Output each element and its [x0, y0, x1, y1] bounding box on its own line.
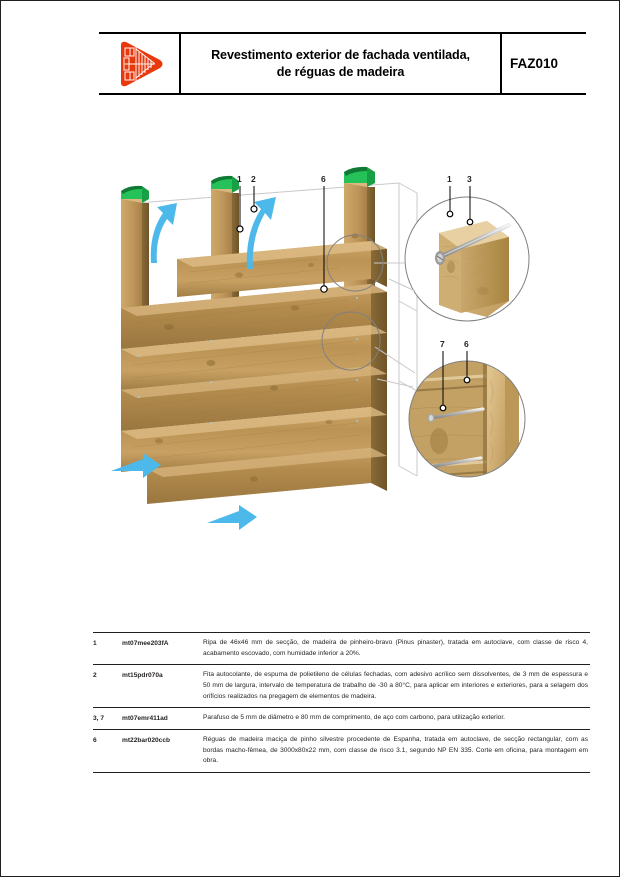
title-cell: [179, 34, 500, 93]
row-number: 1: [93, 639, 97, 647]
row-description: Ripa de 46x46 mm de secção, de madeira de pinheiro-bravo (Pinus pinaster), tratada em autoclave, com classe de risco 4, acabamento escovado, com humidade inferior a 20%.: [203, 639, 588, 657]
row-code: mt22bar020ccb: [122, 736, 171, 744]
callout-label-7: 7: [440, 339, 445, 349]
logo-cell: [99, 34, 179, 93]
callout-2-tape: [251, 174, 257, 212]
table-row: [93, 729, 590, 773]
row-code: mt07emr411ad: [122, 714, 168, 722]
row-description: Parafuso de 5 mm de diâmetro e 80 mm de comprimento, de aço com carbono, para utilização exterior.: [203, 714, 505, 722]
code-cell: [500, 34, 586, 93]
page-title: [211, 47, 470, 81]
page-title-line-1: Revestimento exterior de fachada ventilada,: [211, 47, 470, 62]
table-row: [93, 707, 590, 729]
callout-label-6b: 6: [464, 339, 469, 349]
row-number: 2: [93, 671, 97, 679]
callout-label-6a: 6: [321, 174, 326, 184]
callout-label-2: 2: [251, 174, 256, 184]
cype-logo-icon: [111, 39, 167, 89]
illustration-svg: [99, 141, 586, 606]
page-title-line-2: de réguas de madeira: [276, 64, 405, 79]
airflow-arrow-inlet-2: [207, 505, 257, 530]
row-code: mt15pdr070a: [122, 671, 163, 679]
cype-logo: [111, 39, 167, 89]
callout-label-3: 3: [467, 174, 472, 184]
callout-label-1a: 1: [237, 174, 242, 184]
detail-code: FAZ010: [510, 56, 559, 71]
table-row: [93, 664, 590, 707]
row-description: Réguas de madeira maciça de pinho silvestre procedente de Espanha, tratada em autoclave, de secção rectangular, com as bordas macho-fêmea, de 3000x80x22 mm, com classe de risco 3.1, segundo NP EN 335. Corte em oficina, para montagem em obra.: [203, 736, 588, 765]
row-code: mt07mee203fA: [122, 639, 169, 647]
row-number: 3, 7: [93, 714, 104, 722]
row-number: 6: [93, 736, 97, 744]
technical-illustration: [99, 141, 586, 606]
table-row: [93, 632, 590, 664]
callout-label-1b: 1: [447, 174, 452, 184]
document-header: [99, 32, 586, 95]
row-description: Fita autocolante, de espuma de polietileno de células fechadas, com adesivo acrílico sem dissolventes, de 3 mm de espessura e 50 mm de largura, intervalo de temperatura de trabalho de -30 a 80°C, para aplicar em interiores e exteriores, para a selagem dos orifícios realizados na pregagem de elementos de madeira.: [203, 671, 588, 700]
materials-table: [93, 632, 590, 773]
